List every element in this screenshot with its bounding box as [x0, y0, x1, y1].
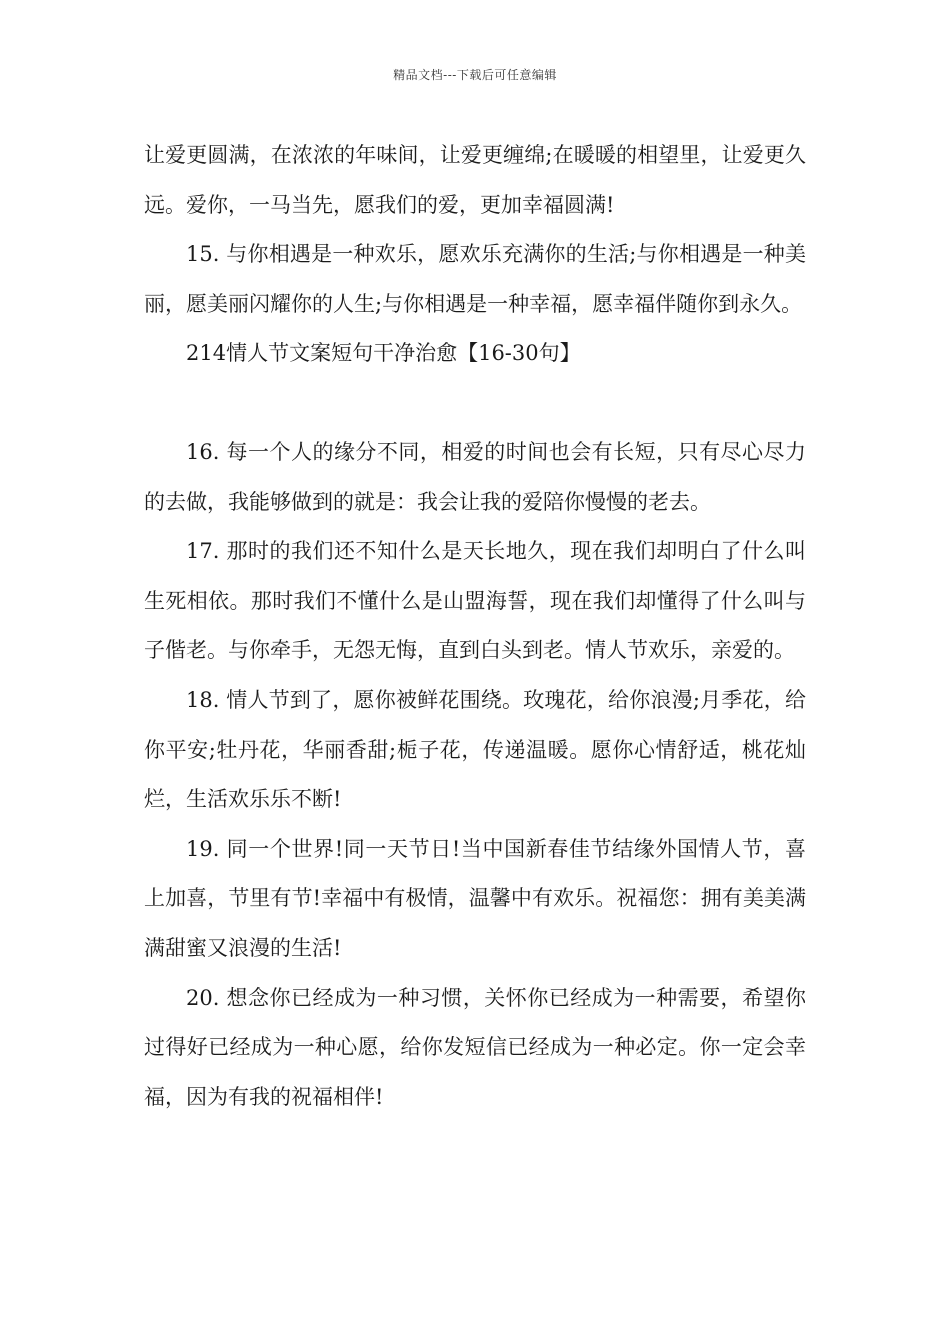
paragraph-item-20: 20. 想念你已经成为一种习惯，关怀你已经成为一种需要，希望你过得好已经成为一种心愿，给你发短信已经成为一种必定。你一定会幸福，因为有我的祝福相伴!: [144, 985, 806, 1109]
paragraph-item-17: 17. 那时的我们还不知什么是天长地久，现在我们却明白了什么叫生死相依。那时我们不懂什么是山盟海誓，现在我们却懂得了什么叫与子偕老。与你牵手，无怨无悔，直到白头到老。情人节欢乐，亲爱的。: [144, 539, 806, 663]
paragraph-item-15: 15. 与你相遇是一种欢乐，愿欢乐充满你的生活;与你相遇是一种美丽，愿美丽闪耀你的人生;与你相遇是一种幸福，愿幸福伴随你到永久。: [144, 242, 806, 316]
blank-line: [144, 379, 806, 428]
page-header: 精品文档---下载后可任意编辑: [393, 68, 557, 82]
paragraph-item-18: 18. 情人节到了，愿你被鲜花围绕。玫瑰花，给你浪漫;月季花，给你平安;牡丹花，华丽香甜;栀子花，传递温暖。愿你心情舒适，桃花灿烂，生活欢乐乐不断!: [144, 687, 806, 812]
paragraph-item-19: 19. 同一个世界!同一天节日!当中国新春佳节结缘外国情人节，喜上加喜，节里有节!幸福中有极情，温馨中有欢乐。祝福您：拥有美美满满甜蜜又浪漫的生活!: [144, 836, 806, 960]
section-heading: 214情人节文案短句干净治愈【16-30句】: [186, 341, 581, 366]
document-body: [144, 131, 806, 1122]
paragraph-continuation: 让爱更圆满，在浓浓的年味间，让爱更缠绵;在暖暖的相望里，让爱更久远。爱你，一马当先，愿我们的爱，更加幸福圆满!: [144, 143, 806, 217]
paragraph-item-16: 16. 每一个人的缘分不同，相爱的时间也会有长短，只有尽心尽力的去做，我能够做到的就是：我会让我的爱陪你慢慢的老去。: [144, 439, 806, 514]
